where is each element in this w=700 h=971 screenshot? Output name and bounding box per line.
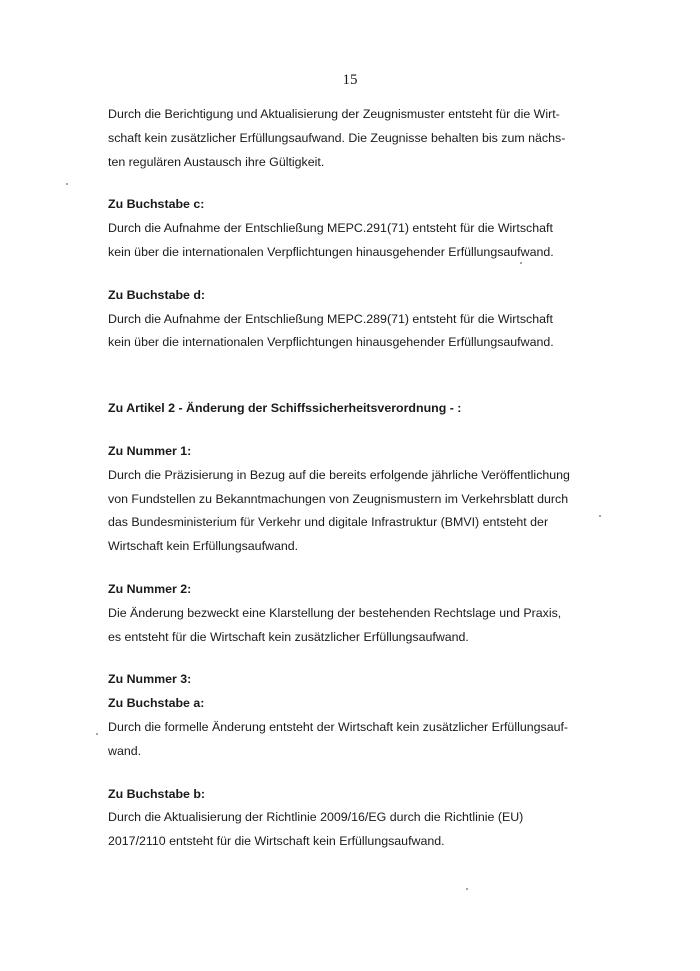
scan-speck xyxy=(599,515,601,517)
heading-nummer-2: Zu Nummer 2: xyxy=(108,581,192,596)
page-number: 15 xyxy=(342,72,358,88)
heading-buchstabe-c: Zu Buchstabe c: xyxy=(108,197,205,212)
heading-buchstabe-a: Zu Buchstabe a: xyxy=(108,696,205,711)
scan-speck xyxy=(66,183,68,185)
paragraph-nummer-1: Durch die Präzisierung in Bezug auf die bereits erfolgende jährliche Veröffentlichung von Fundstellen zu Bekanntmachungen von Zeugnismustern im Verkehrsblatt durch das Bundesministerium für Verkehr und digitale Infrastruktur (BMVI) entsteht der Wirtschaft kein Erfüllungsaufwand. xyxy=(108,467,570,554)
paragraph-mepc-291: Durch die Aufnahme der Entschließung MEPC.291(71) entsteht für die Wirtschaft kein über die internationalen Verpflichtungen hinausgehender Erfüllungsaufwand. xyxy=(108,221,554,259)
document-body xyxy=(108,103,588,854)
heading-nummer-1: Zu Nummer 1: xyxy=(108,443,192,458)
paragraph-buchstabe-a: Durch die formelle Änderung entsteht der Wirtschaft kein zusätzlicher Erfüllungsauf- wand. xyxy=(108,719,569,758)
paragraph-nummer-2: Die Änderung bezweckt eine Klarstellung der bestehenden Rechtslage und Praxis, es entsteht für die Wirtschaft kein zusätzlicher Erfüllungsaufwand. xyxy=(108,605,562,644)
heading-artikel-2: Zu Artikel 2 - Änderung der Schiffssicherheitsverordnung - : xyxy=(108,401,462,416)
scan-speck xyxy=(466,888,468,890)
paragraph-zeugnismuster: Durch die Berichtigung und Aktualisierung der Zeugnismuster entsteht für die Wirt- schaft kein zusätzlicher Erfüllungsaufwand. Die Zeugnisse behalten bis zum nächs- ten regulären Austausch ihre Gültigkeit. xyxy=(108,107,566,169)
paragraph-mepc-289: Durch die Aufnahme der Entschließung MEPC.289(71) entsteht für die Wirtschaft kein über die internationalen Verpflichtungen hinausgehender Erfüllungsaufwand. xyxy=(108,311,554,350)
heading-buchstabe-d: Zu Buchstabe d: xyxy=(108,287,206,302)
paragraph-buchstabe-b: Durch die Aktualisierung der Richtlinie 2009/16/EG durch die Richtlinie (EU) 2017/2110 entsteht für die Wirtschaft kein Erfüllungsaufwand. xyxy=(108,810,524,849)
heading-buchstabe-b: Zu Buchstabe b: xyxy=(108,786,206,801)
scan-speck xyxy=(96,733,98,735)
scan-speck xyxy=(520,262,522,264)
heading-nummer-3: Zu Nummer 3: xyxy=(108,672,192,687)
